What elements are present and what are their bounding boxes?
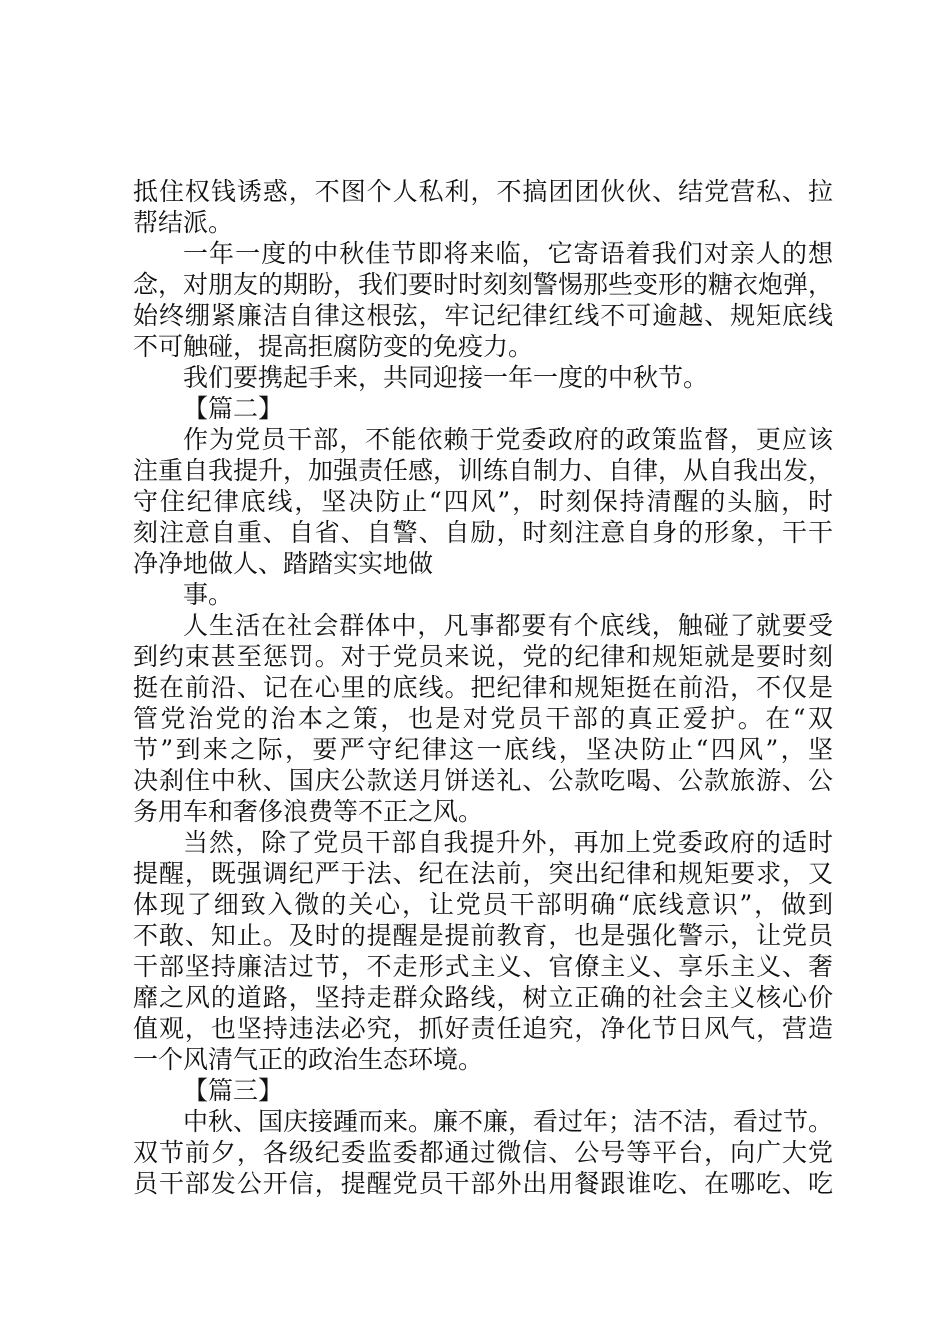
text-line: 不敢、知止。及时的提醒是提前教育，也是强化警示，让党员 [133,921,833,950]
section-heading: 【篇三】 [183,1076,284,1105]
text-line: 干部坚持廉洁过节，不走形式主义、官僚主义、享乐主义、奢 [133,952,833,981]
text-line: 提醒，既强调纪严于法、纪在法前，突出纪律和规矩要求，又 [133,859,833,888]
text-line: 决刹住中秋、国庆公款送月饼送礼、公款吃喝、公款旅游、公 [133,766,833,795]
text-line: 一年一度的中秋佳节即将来临，它寄语着我们对亲人的想 [183,239,833,268]
text-line: 刻注意自重、自省、自警、自励，时刻注意自身的形象，干干 [133,518,833,547]
text-line: 抵住权钱诱惑，不图个人私利，不搞团团伙伙、结党营私、拉 [133,177,833,206]
text-line: 人生活在社会群体中，凡事都要有个底线，触碰了就要受 [183,611,833,640]
text-line: 不可触碰，提高拒腐防变的免疫力。 [133,332,534,361]
text-line: 注重自我提升，加强责任感，训练自制力、自律，从自我出发， [133,456,834,485]
text-line: 到约束甚至惩罚。对于党员来说，党的纪律和规矩就是要时刻 [133,642,833,671]
text-line: 务用车和奢侈浪费等不正之风。 [133,797,484,826]
text-line: 管党治党的治本之策，也是对党员干部的真正爱护。在“双 [133,704,833,733]
text-line: 体现了细致入微的关心，让党员干部明确“底线意识”，做到 [133,890,833,919]
text-line: 净净地做人、踏踏实实地做 [133,549,434,578]
text-line: 节”到来之际，要严守纪律这一底线，坚决防止“四风”，坚 [133,735,833,764]
text-line: 双节前夕，各级纪委监委都通过微信、公号等平台，向广大党 [133,1138,833,1167]
text-line: 守住纪律底线，坚决防止“四风”，时刻保持清醒的头脑，时 [133,487,833,516]
text-line: 帮结派。 [133,208,234,237]
document-body [133,176,833,1199]
text-line: 值观，也坚持违法必究，抓好责任追究，净化节日风气，营造 [133,1014,833,1043]
text-line: 当然，除了党员干部自我提升外，再加上党委政府的适时 [183,828,833,857]
text-line: 念，对朋友的期盼，我们要时时刻刻警惕那些变形的糖衣炮弹， [133,270,834,299]
text-line: 事。 [183,580,234,609]
text-line: 员干部发公开信，提醒党员干部外出用餐跟谁吃、在哪吃、吃 [133,1169,833,1198]
text-line: 靡之风的道路，坚持走群众路线，树立正确的社会主义核心价 [133,983,833,1012]
text-line: 挺在前沿、记在心里的底线。把纪律和规矩挺在前沿，不仅是 [133,673,833,702]
section-heading: 【篇二】 [183,394,284,423]
text-line: 我们要携起手来，共同迎接一年一度的中秋节。 [183,363,709,392]
text-line: 中秋、国庆接踵而来。廉不廉，看过年；洁不洁，看过节。 [183,1107,834,1136]
text-line: 作为党员干部，不能依赖于党委政府的政策监督，更应该 [183,425,833,454]
text-line: 一个风清气正的政治生态环境。 [133,1045,484,1074]
text-line: 始终绷紧廉洁自律这根弦，牢记纪律红线不可逾越、规矩底线 [133,301,833,330]
